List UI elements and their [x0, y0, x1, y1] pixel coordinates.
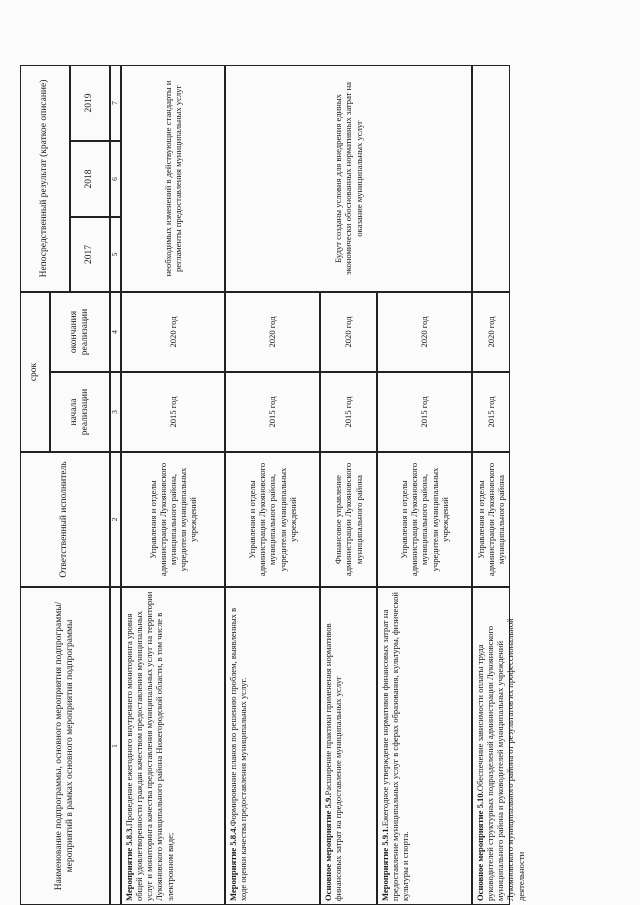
row-title-bold: Мероприятие 5.9.1. [380, 826, 390, 901]
colnum-5: 5 [110, 217, 121, 292]
row-title-text: Ежегодное утверждение нормативов финансовых затрат на предоставление муниципальных услуг в сферах образования, культуры, физической культуры и спорта. [380, 591, 411, 901]
result-cell-1: необходимых изменений в действующие стандарты и регламенты предоставления муниципальных услуг [121, 65, 225, 292]
header-year-2017: 2017 [70, 217, 110, 292]
result-cell-2: Будут созданы условия для внедрения единых экономически обоснованных нормативных затрат на оказание муниципальных услуг [225, 65, 472, 292]
result-cell-3 [472, 65, 510, 292]
rotated-table [20, 65, 526, 905]
colnum-1: 1 [110, 587, 121, 905]
table-row-executor: Управления и отделы администрации Лукояновского муниципального района [472, 452, 510, 587]
table-row-start: 2015 год [121, 372, 225, 452]
table-row-title [377, 587, 472, 905]
table-row-start: 2015 год [320, 372, 377, 452]
table-row-end: 2020 год [121, 292, 225, 372]
table-row-start: 2015 год [472, 372, 510, 452]
header-term-start: начала реализации [50, 372, 110, 452]
colnum-2: 2 [110, 452, 121, 587]
header-col-executor: Ответственный исполнитель [20, 452, 110, 587]
row-title-text: Расширение практики применения нормативов финансовых затрат на предоставление муниципальных услуг [323, 623, 344, 901]
header-year-2018: 2018 [70, 141, 110, 217]
row-title-bold: Основное мероприятие 5.9. [323, 795, 333, 901]
row-title-text: Обеспечение зависимости оплаты труда руководителей структурных подразделений администрации Лукояновского муниципального района и руководителей муниципальных учреждений Лукояновского муниципального района от результатов их профессиональной деятельности [475, 618, 526, 901]
table-row-executor: Управления и отделы администрации Лукояновского муниципального района, учредители муниципальных учреждений [121, 452, 225, 587]
header-col-name: Наименование подпрограммы, основного мероприятия подпрограммы/мероприятий в рамках основного мероприятия подпрограммы [20, 587, 110, 905]
table-row-end: 2020 год [472, 292, 510, 372]
colnum-4: 4 [110, 292, 121, 372]
table-row-executor: Управления и отделы администрации Лукояновского муниципального района, учредители муниципальных учреждений [225, 452, 320, 587]
row-title-text: Проведение ежегодного внутреннего мониторинга уровня общей удовлетворенности граждан качеством предоставления муниципальных услуг и мониторинга качества предоставления муниципальных услуг на территории Лукояновского муниципального района Нижегородской области, в том числе в электронном виде; [124, 591, 175, 901]
table-row-title [472, 587, 526, 905]
header-term: срок [20, 292, 50, 452]
table-row-title [225, 587, 320, 905]
table-row-executor: Управления и отделы администрации Лукояновского муниципального района, учредители муниципальных учреждений [377, 452, 472, 587]
header-result: Непосредственный результат (краткое описание) [20, 65, 70, 292]
table-row-start: 2015 год [225, 372, 320, 452]
row-title-bold: Основное мероприятие 5.10. [475, 791, 485, 901]
row-title-text: Формирование планов по решению проблем, выявленных в ходе оценки качества предоставления муниципальных услуг. [228, 607, 249, 901]
colnum-6: 6 [110, 141, 121, 217]
table-row-start: 2015 год [377, 372, 472, 452]
row-title-bold: Мероприятие 5.8.3. [124, 826, 134, 901]
table-row-end: 2020 год [377, 292, 472, 372]
table-row-end: 2020 год [320, 292, 377, 372]
table-row-executor: Финансовое управление администрации Лукояновского муниципального района [320, 452, 377, 587]
colnum-3: 3 [110, 372, 121, 452]
row-title-bold: Мероприятие 5.8.4. [228, 826, 238, 901]
table-row-title [121, 587, 225, 905]
header-year-2019: 2019 [70, 65, 110, 141]
table-row-end: 2020 год [225, 292, 320, 372]
header-term-end: окончания реализации [50, 292, 110, 372]
colnum-7: 7 [110, 65, 121, 141]
table-row-title [320, 587, 377, 905]
